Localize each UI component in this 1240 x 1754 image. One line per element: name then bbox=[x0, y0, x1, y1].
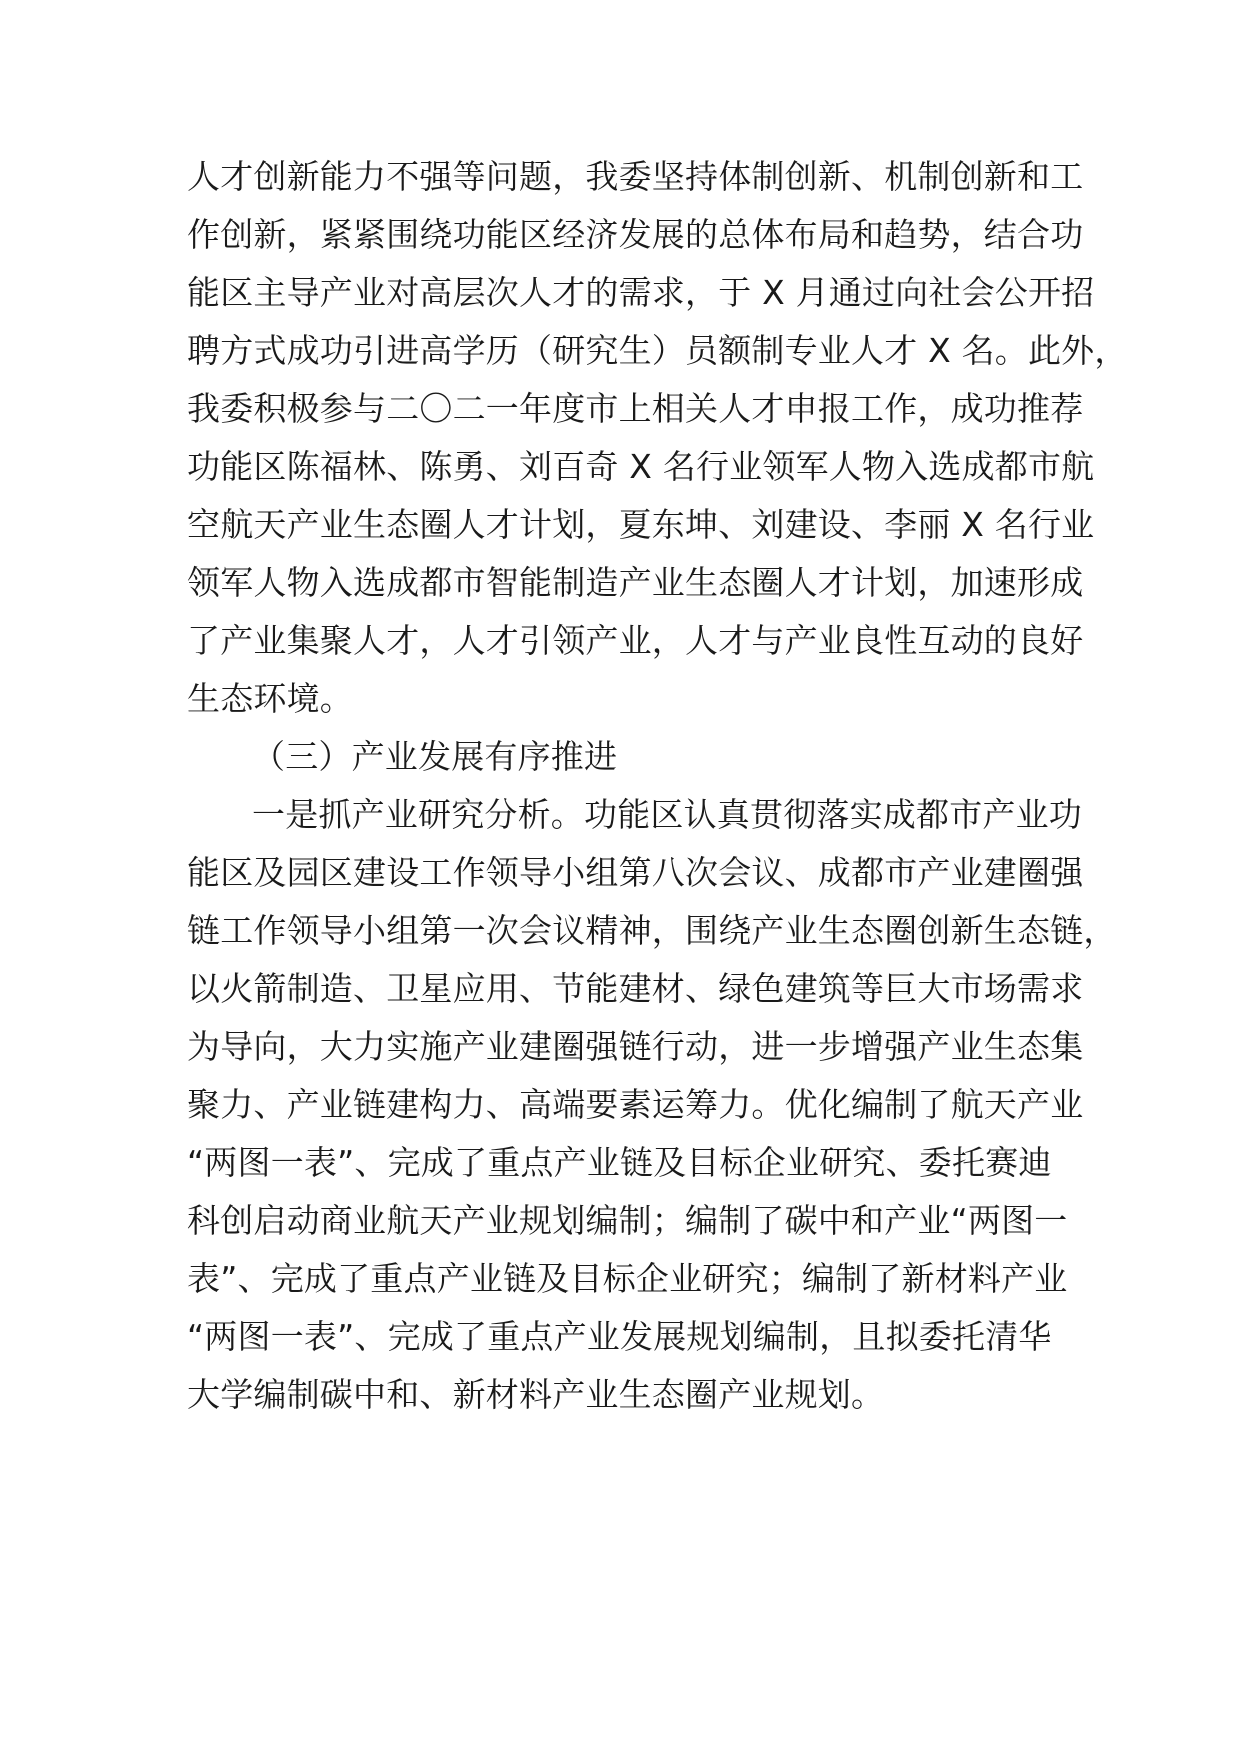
paragraph-line: 以火箭制造、卫星应用、节能建材、绿色建筑等巨大市场需求 bbox=[187, 969, 1084, 1008]
paragraph-line: 生态环境。 bbox=[187, 679, 353, 718]
paragraph-line: 一是抓产业研究分析。功能区认真贯彻落实成都市产业功 bbox=[252, 795, 1082, 834]
paragraph-line: 作创新，紧紧围绕功能区经济发展的总体布局和趋势，结合功 bbox=[187, 215, 1084, 254]
paragraph-line: 聘方式成功引进高学历（研究生）员额制专业人才 X 名。此外， bbox=[187, 331, 1128, 370]
section-heading: （三）产业发展有序推进 bbox=[252, 737, 618, 776]
paragraph-line: 功能区陈福林、陈勇、刘百奇 X 名行业领军人物入选成都市航 bbox=[187, 447, 1095, 486]
paragraph-line: 能区及园区建设工作领导小组第八次会议、成都市产业建圈强 bbox=[187, 853, 1084, 892]
paragraph-line: 大学编制碳中和、新材料产业生态圈产业规划。 bbox=[187, 1375, 885, 1414]
paragraph-line: 了产业集聚人才，人才引领产业，人才与产业良性互动的良好 bbox=[187, 621, 1084, 660]
paragraph-line: 表”、完成了重点产业链及目标企业研究；编制了新材料产业 bbox=[187, 1259, 1068, 1298]
paragraph-line: 空航天产业生态圈人才计划，夏东坤、刘建设、李丽 X 名行业 bbox=[187, 505, 1095, 544]
paragraph-line: “两图一表”、完成了重点产业链及目标企业研究、委托赛迪 bbox=[187, 1143, 1052, 1182]
paragraph-line: 科创启动商业航天产业规划编制；编制了碳中和产业“两图一 bbox=[187, 1201, 1068, 1240]
paragraph-line: 领军人物入选成都市智能制造产业生态圈人才计划，加速形成 bbox=[187, 563, 1084, 602]
paragraph-line: “两图一表”、完成了重点产业发展规划编制，且拟委托清华 bbox=[187, 1317, 1052, 1356]
paragraph-line: 链工作领导小组第一次会议精神，围绕产业生态圈创新生态链， bbox=[187, 911, 1117, 950]
paragraph-line: 聚力、产业链建构力、高端要素运筹力。优化编制了航天产业 bbox=[187, 1085, 1084, 1124]
paragraph-line: 我委积极参与二〇二一年度市上相关人才申报工作，成功推荐 bbox=[187, 389, 1084, 428]
paragraph-line: 人才创新能力不强等问题，我委坚持体制创新、机制创新和工 bbox=[187, 157, 1084, 196]
paragraph-line: 为导向，大力实施产业建圈强链行动，进一步增强产业生态集 bbox=[187, 1027, 1084, 1066]
paragraph-line: 能区主导产业对高层次人才的需求，于 X 月通过向社会公开招 bbox=[187, 273, 1095, 312]
